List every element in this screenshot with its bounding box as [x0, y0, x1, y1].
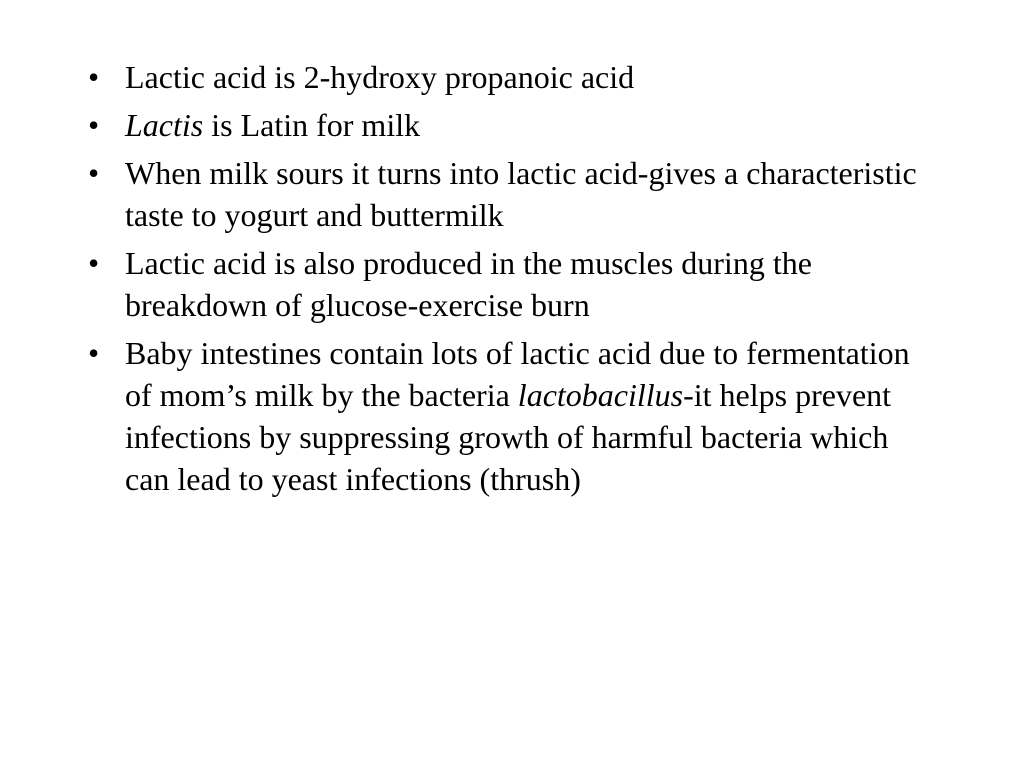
bullet-text-italic: lactobacillus — [517, 377, 684, 413]
bullet-text: -it helps prevent infections by suppressing growth of harmful bacteria which can lead to yeast infections (thrush) — [125, 377, 892, 497]
bullet-marker: • — [88, 155, 100, 191]
bullet-list — [88, 56, 938, 506]
bullet-marker: • — [88, 59, 100, 95]
bullet-text: Lactic acid is 2-hydroxy propanoic acid — [125, 59, 635, 95]
bullet-marker: • — [88, 335, 100, 371]
bullet-item — [88, 332, 938, 500]
bullet-text: Baby intestines contain lots of lactic acid due to fermentation of mom’s milk by the bacteria — [125, 335, 910, 413]
bullet-item — [88, 104, 938, 146]
bullet-text: is Latin for milk — [203, 107, 421, 143]
bullet-item — [88, 242, 938, 326]
bullet-text: Lactic acid is also produced in the muscles during the breakdown of glucose-exercise burn — [125, 245, 812, 323]
bullet-text: When milk sours it turns into lactic acid-gives a characteristic taste to yogurt and buttermilk — [125, 155, 917, 233]
bullet-marker: • — [88, 107, 100, 143]
bullet-item — [88, 56, 938, 98]
bullet-item — [88, 152, 938, 236]
bullet-text-italic: Lactis — [125, 107, 204, 143]
bullet-marker: • — [88, 245, 100, 281]
